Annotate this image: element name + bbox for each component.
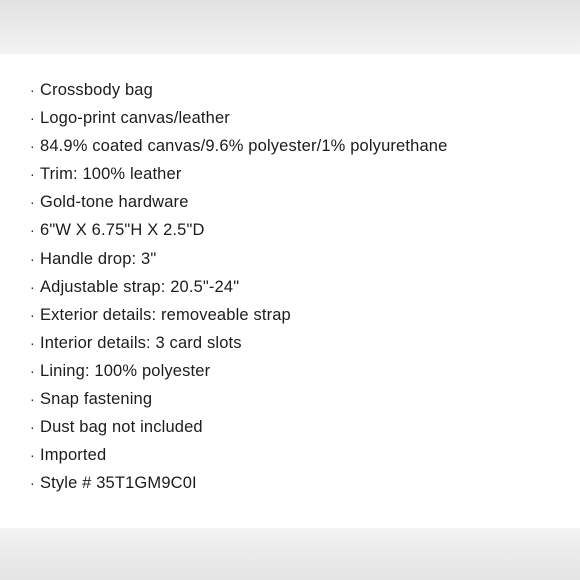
- spec-text: Imported: [40, 446, 107, 465]
- spec-item-dust-bag: [30, 413, 447, 441]
- spec-item-trim: [30, 160, 447, 188]
- spec-text: Interior details: 3 card slots: [40, 333, 242, 352]
- spec-text: Snap fastening: [40, 390, 153, 409]
- spec-item-fastening: [30, 385, 447, 413]
- spec-text: Trim: 100% leather: [40, 165, 182, 184]
- bullet-icon: ·: [30, 334, 35, 351]
- spec-item-handle-drop: [30, 245, 447, 273]
- bullet-icon: ·: [30, 475, 35, 492]
- spec-text: 84.9% coated canvas/9.6% polyester/1% polyurethane: [40, 137, 448, 156]
- spec-text: Gold-tone hardware: [40, 193, 189, 212]
- spec-item-dimensions: [30, 216, 447, 244]
- spec-text: Exterior details: removeable strap: [40, 305, 291, 324]
- bullet-icon: ·: [30, 447, 35, 464]
- bullet-icon: ·: [30, 138, 35, 155]
- bullet-icon: ·: [30, 250, 35, 267]
- product-details-card: [0, 54, 580, 528]
- bullet-icon: ·: [30, 391, 35, 408]
- spec-text: Crossbody bag: [40, 81, 153, 99]
- spec-text: Adjustable strap: 20.5"-24": [40, 277, 240, 296]
- bullet-icon: ·: [30, 110, 35, 127]
- spec-text: Logo-print canvas/leather: [40, 109, 230, 128]
- spec-item-interior: [30, 329, 447, 357]
- spec-item-lining: [30, 357, 447, 385]
- product-spec-list: [30, 76, 447, 497]
- spec-text: Dust bag not included: [40, 418, 203, 437]
- spec-item-style-number: [30, 469, 447, 497]
- bullet-icon: ·: [30, 306, 35, 323]
- spec-item-strap: [30, 273, 447, 301]
- bullet-icon: ·: [30, 194, 35, 211]
- top-gray-band: [0, 0, 580, 54]
- spec-text: Style # 35T1GM9C0I: [40, 474, 197, 493]
- spec-item-material: [30, 104, 447, 132]
- spec-text: Lining: 100% polyester: [40, 361, 211, 380]
- spec-text: 6"W X 6.75"H X 2.5"D: [40, 221, 205, 240]
- bullet-icon: ·: [30, 419, 35, 436]
- bottom-gray-band: [0, 528, 580, 580]
- bullet-icon: ·: [30, 222, 35, 239]
- bullet-icon: ·: [30, 278, 35, 295]
- bullet-icon: ·: [30, 82, 35, 98]
- bullet-icon: ·: [30, 166, 35, 183]
- spec-item-hardware: [30, 188, 447, 216]
- spec-item-exterior: [30, 301, 447, 329]
- spec-text: Handle drop: 3": [40, 249, 157, 268]
- spec-item-bag-type: [30, 76, 447, 104]
- spec-item-composition: [30, 132, 447, 160]
- bullet-icon: ·: [30, 362, 35, 379]
- spec-item-origin: [30, 441, 447, 469]
